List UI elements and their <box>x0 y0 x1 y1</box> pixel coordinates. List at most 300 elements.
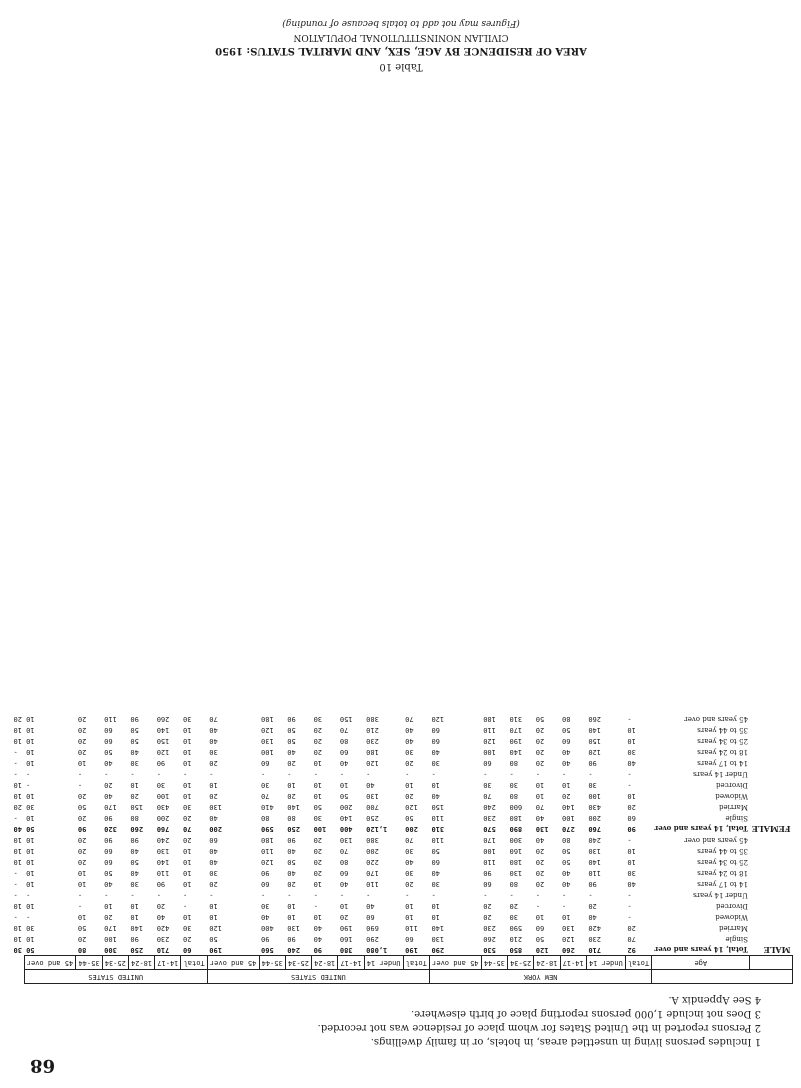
table-cell: 130 <box>509 869 523 877</box>
table-cell: 20 <box>77 847 87 855</box>
table-cell: - <box>535 902 541 910</box>
table-cell: 40 <box>313 935 323 943</box>
table-cell: 50 <box>130 858 139 866</box>
table-cell: 10 <box>183 913 192 921</box>
table-cell: 10 <box>313 880 323 888</box>
column-group-row <box>12 970 793 984</box>
table-cell: 50 <box>562 847 571 855</box>
table-cell: 60 <box>627 814 636 822</box>
table-cell: 200 <box>209 825 222 833</box>
table-cell: - <box>627 891 632 899</box>
table-cell: 50 <box>130 737 139 745</box>
table-cell: 20 <box>535 858 545 866</box>
table-cell: 100 <box>261 748 274 756</box>
table-cell: 30 <box>405 847 414 855</box>
table-cell: 80 <box>509 759 518 767</box>
table-cell: 20 <box>313 737 323 745</box>
table-cell: 10 <box>287 902 296 910</box>
table-cell: 90 <box>104 814 113 822</box>
row-label: Divorced <box>716 902 748 910</box>
table-cell: 10 <box>26 748 35 756</box>
table-cell: - <box>104 891 109 899</box>
table-cell: 50 <box>562 726 571 734</box>
table-cell: 760 <box>588 825 602 833</box>
table-cell: 30 <box>261 781 270 789</box>
table-cell: 20 <box>156 902 166 910</box>
table-cell: 60 <box>431 726 440 734</box>
table-cell: 20 <box>287 792 296 800</box>
table-cell: 120 <box>156 748 170 756</box>
table-cell: - <box>509 770 514 778</box>
row-label: Total, 14 years and over <box>654 824 748 833</box>
table-cell: 20 <box>313 836 323 844</box>
table-cell: 20 <box>130 792 139 800</box>
table-row <box>12 812 793 823</box>
table-cell: 40 <box>535 836 545 844</box>
table-cell: 190 <box>339 924 353 932</box>
table-cell: 10 <box>535 913 545 921</box>
table-cell: 100 <box>562 814 575 822</box>
table-cell: - <box>431 891 436 899</box>
table-cell: 710 <box>588 946 602 954</box>
table-cell: - <box>339 770 345 778</box>
table-cell: 200 <box>366 847 379 855</box>
table-cell: 10 <box>26 726 35 734</box>
table-cell: - <box>431 770 436 778</box>
row-label: 18 to 24 years <box>697 748 748 756</box>
table-cell: 10 <box>627 792 636 800</box>
row-group-label: MALE <box>763 945 791 955</box>
table-cell: 10 <box>13 902 22 910</box>
table-cell: 20 <box>313 869 323 877</box>
table-cell: 80 <box>130 814 139 822</box>
footnote: 2 Persons reported in the United States for whom place of residence was not recorded. <box>317 1022 761 1033</box>
table-cell: - <box>261 770 266 778</box>
row-label: Single <box>725 935 748 943</box>
table-cell: 260 <box>562 946 575 954</box>
table-cell: 140 <box>339 814 353 822</box>
table-cell: 560 <box>261 946 274 954</box>
table-cell: - <box>562 770 567 778</box>
table-cell: 50 <box>26 946 35 954</box>
table-cell: 10 <box>209 913 218 921</box>
table-cell: 20 <box>77 814 87 822</box>
table-cell: 90 <box>287 935 296 943</box>
table-cell: - <box>26 770 31 778</box>
table-cell: - <box>104 770 109 778</box>
table-cell: 120 <box>405 803 418 811</box>
table-cell: 20 <box>588 902 597 910</box>
table-cell: 10 <box>13 737 22 745</box>
table-cell: 700 <box>366 803 379 811</box>
table-cell: 10 <box>13 781 22 789</box>
table-cell: 110 <box>156 869 170 877</box>
table-cell: - <box>627 715 632 723</box>
table-cell: - <box>13 880 18 888</box>
table-cell: 430 <box>588 803 602 811</box>
table-cell: 140 <box>156 858 170 866</box>
table-cell: 130 <box>287 924 300 932</box>
table-cell: 20 <box>313 726 323 734</box>
table-cell: 70 <box>339 726 349 734</box>
table-cell: 10 <box>183 781 192 789</box>
table-cell: - <box>366 770 371 778</box>
table-cell: 50 <box>287 737 296 745</box>
table-cell: - <box>535 891 541 899</box>
table-cell: 10 <box>562 913 571 921</box>
column-header: 18-24 <box>128 956 154 970</box>
table-cell: 30 <box>130 759 139 767</box>
column-header: 25-34 <box>285 956 311 970</box>
table-cell: - <box>183 770 188 778</box>
table-cell: 90 <box>77 825 87 833</box>
table-cell: 50 <box>130 726 139 734</box>
table-cell: 130 <box>339 836 353 844</box>
table-row <box>12 911 793 922</box>
table-cell: 40 <box>535 814 545 822</box>
column-header: Age <box>652 956 750 970</box>
table-number: Table 10 <box>379 61 423 72</box>
table-cell: 140 <box>562 803 575 811</box>
table-cell: 10 <box>26 759 35 767</box>
column-header: Total <box>181 956 207 970</box>
table-cell: - <box>509 891 514 899</box>
table-cell: 190 <box>209 946 222 954</box>
table-cell: 260 <box>130 825 144 833</box>
table-cell: 100 <box>483 748 496 756</box>
column-group-header: NEW YORK <box>429 970 651 984</box>
table-cell: 80 <box>562 836 571 844</box>
table-cell: 110 <box>261 847 274 855</box>
table-cell: 30 <box>313 715 323 723</box>
table-cell: - <box>26 781 31 789</box>
table-cell: 60 <box>339 748 349 756</box>
table-cell: 10 <box>77 759 87 767</box>
table-cell: 60 <box>104 737 113 745</box>
table-cell: 20 <box>339 913 349 921</box>
row-label: 14 to 17 years <box>697 880 748 888</box>
table-cell: 20 <box>535 748 545 756</box>
table-cell: 180 <box>509 814 523 822</box>
table-cell: 10 <box>183 858 192 866</box>
table-cell: 10 <box>130 781 139 789</box>
row-label: 35 to 44 years <box>697 726 748 734</box>
table-cell: 10 <box>562 781 571 789</box>
table-cell: 50 <box>104 869 113 877</box>
table-body <box>12 713 793 956</box>
table-cell: 20 <box>209 759 218 767</box>
table-cell: 140 <box>130 924 144 932</box>
table-cell: 80 <box>77 946 87 954</box>
table-cell: 70 <box>261 792 270 800</box>
table-cell: 10 <box>339 902 349 910</box>
table-cell: 20 <box>509 902 518 910</box>
table-cell: 10 <box>313 781 323 789</box>
table-cell: 90 <box>156 759 166 767</box>
table-cell: 130 <box>366 792 379 800</box>
table-row <box>12 735 793 746</box>
table-cell: - <box>77 770 83 778</box>
table-cell: 50 <box>209 935 218 943</box>
corner-cell <box>652 970 793 984</box>
row-label: Married <box>719 803 748 811</box>
table-cell: 70 <box>535 803 545 811</box>
row-label: Divorced <box>716 781 748 789</box>
page-number: 68 <box>30 1055 56 1076</box>
table-cell: 140 <box>509 748 523 756</box>
table-cell: 60 <box>104 858 113 866</box>
table-cell: 10 <box>183 759 192 767</box>
table-cell: 30 <box>431 759 440 767</box>
table-cell: - <box>261 891 266 899</box>
table-cell: 60 <box>261 759 270 767</box>
table-cell: 40 <box>339 880 349 888</box>
table-cell: 20 <box>287 759 296 767</box>
table-cell: 1,120 <box>366 825 388 833</box>
table-cell: 40 <box>209 858 218 866</box>
table-cell: 20 <box>183 836 192 844</box>
table-row <box>12 779 793 790</box>
table-cell: 130 <box>535 825 549 833</box>
table-cell: 20 <box>535 759 545 767</box>
table-row <box>12 834 793 845</box>
table-cell: - <box>627 781 632 789</box>
table-cell: 70 <box>405 836 414 844</box>
table-cell: 40 <box>209 726 218 734</box>
table-cell: - <box>77 891 83 899</box>
table-cell: - <box>13 770 18 778</box>
table-cell: 50 <box>431 847 440 855</box>
table-cell: 230 <box>156 935 170 943</box>
table-cell: 210 <box>366 726 379 734</box>
table-cell: 260 <box>483 935 496 943</box>
table-cell: 180 <box>509 858 523 866</box>
row-label: Single <box>725 814 748 822</box>
table-cell: 60 <box>209 836 218 844</box>
table-cell: 90 <box>588 759 597 767</box>
column-header: Under 14 <box>364 956 403 970</box>
table-cell: 30 <box>183 803 192 811</box>
table-cell: 40 <box>13 825 22 833</box>
footnote: 3 Does not include 1,000 persons reporting place of birth elsewhere. <box>411 1008 761 1019</box>
table-cell: 20 <box>535 737 545 745</box>
table-cell: 210 <box>509 935 523 943</box>
table-cell: 30 <box>209 869 218 877</box>
table-cell: 110 <box>104 715 117 723</box>
table-row <box>12 724 793 735</box>
table-cell: 80 <box>287 814 296 822</box>
table-cell: - <box>627 902 632 910</box>
table-cell: 40 <box>156 913 166 921</box>
table-cell: 10 <box>209 902 218 910</box>
table-cell: 110 <box>588 869 602 877</box>
table-cell: 60 <box>183 946 192 954</box>
table-cell: 80 <box>562 715 571 723</box>
table-cell: 760 <box>156 825 170 833</box>
table-cell: 10 <box>405 902 414 910</box>
table-cell: 190 <box>405 946 418 954</box>
table-cell: 10 <box>535 781 545 789</box>
table-cell: - <box>405 891 410 899</box>
table-cell: 10 <box>26 737 35 745</box>
table-cell: 30 <box>627 748 636 756</box>
table-cell: 30 <box>261 902 270 910</box>
table-cell: 110 <box>483 858 496 866</box>
table-cell: 120 <box>261 726 274 734</box>
table-cell: 100 <box>313 825 327 833</box>
table-row <box>12 713 793 724</box>
table-cell: 10 <box>26 858 35 866</box>
table-row <box>12 889 793 900</box>
table-cell: 30 <box>483 781 492 789</box>
column-header: 45 and over <box>24 956 76 970</box>
table-cell: 150 <box>156 737 170 745</box>
table-cell: 20 <box>535 847 545 855</box>
table-cell: 20 <box>313 847 323 855</box>
table-cell: 20 <box>313 748 323 756</box>
row-label: 45 years and over <box>684 715 748 723</box>
table-cell: 90 <box>627 825 636 833</box>
table-cell: 240 <box>287 946 300 954</box>
table-cell: - <box>339 891 345 899</box>
table-cell: - <box>13 891 18 899</box>
table-cell: 40 <box>287 847 296 855</box>
table-cell: 170 <box>104 924 117 932</box>
table-cell: 50 <box>405 814 414 822</box>
table-cell: 310 <box>509 715 523 723</box>
table-cell: 40 <box>627 880 636 888</box>
table-cell: 290 <box>366 935 379 943</box>
table-cell: 20 <box>535 726 545 734</box>
table-cell: 240 <box>483 803 496 811</box>
statistics-table <box>11 713 793 984</box>
row-label: 25 to 34 years <box>697 858 748 866</box>
table-cell: 180 <box>366 748 379 756</box>
table-cell: 10 <box>183 880 192 888</box>
table-cell: 10 <box>13 792 22 800</box>
column-header: 18-24 <box>312 956 338 970</box>
column-header: 45 and over <box>207 956 259 970</box>
table-cell: 10 <box>13 726 22 734</box>
table-cell: 130 <box>588 847 602 855</box>
table-cell: 60 <box>431 858 440 866</box>
table-cell: 10 <box>104 902 113 910</box>
table-cell: 20 <box>535 869 545 877</box>
table-cell: 50 <box>287 858 296 866</box>
table-cell: 30 <box>130 880 139 888</box>
row-label: Widowed <box>715 792 748 800</box>
table-cell: 30 <box>209 748 218 756</box>
table-row <box>12 768 793 779</box>
table-cell: 40 <box>104 792 113 800</box>
table-cell: 20 <box>405 759 414 767</box>
table-cell: 170 <box>104 803 117 811</box>
table-cell: 180 <box>261 715 274 723</box>
table-cell: - <box>26 913 31 921</box>
table-cell: - <box>209 770 214 778</box>
table-cell: 40 <box>405 726 414 734</box>
group-header-spacer <box>750 956 793 970</box>
table-cell: 70 <box>209 715 218 723</box>
table-cell: - <box>483 891 488 899</box>
row-label: 35 to 44 years <box>697 847 748 855</box>
table-cell: 300 <box>509 836 523 844</box>
table-cell: 60 <box>562 737 571 745</box>
table-cell: 270 <box>562 825 575 833</box>
table-row <box>12 746 793 757</box>
table-cell: 40 <box>104 759 113 767</box>
table-cell: 70 <box>339 847 349 855</box>
table-cell: 10 <box>627 858 636 866</box>
column-header: 25-34 <box>102 956 128 970</box>
table-cell: 120 <box>588 748 602 756</box>
column-header: Total <box>625 956 651 970</box>
table-cell: 90 <box>261 935 270 943</box>
table-cell: 230 <box>483 814 496 822</box>
table-cell: 20 <box>104 781 113 789</box>
table-cell: 30 <box>405 869 414 877</box>
table-cell: 130 <box>562 924 575 932</box>
table-cell: 10 <box>183 748 192 756</box>
table-cell: 160 <box>509 847 523 855</box>
table-cell: 92 <box>627 946 636 954</box>
column-header: Under 14 <box>586 956 625 970</box>
table-cell: 230 <box>483 924 496 932</box>
table-cell: 40 <box>130 869 139 877</box>
table-cell: 10 <box>405 913 414 921</box>
column-group-header: UNITED STATES <box>207 970 429 984</box>
table-cell: - <box>313 770 318 778</box>
table-cell: 20 <box>77 858 87 866</box>
table-cell: 400 <box>261 924 274 932</box>
table-note: (Figures may not add to totals because of rounding) <box>282 18 520 28</box>
table-cell: 20 <box>287 880 296 888</box>
table-cell: 10 <box>431 902 440 910</box>
table-cell: 30 <box>26 803 35 811</box>
table-cell: 110 <box>405 924 418 932</box>
table-cell: 40 <box>130 847 139 855</box>
table-cell: 100 <box>483 847 496 855</box>
table-cell: 250 <box>287 825 300 833</box>
table-cell: 420 <box>588 924 602 932</box>
table-cell: - <box>156 770 161 778</box>
table-cell: 310 <box>431 825 445 833</box>
table-cell: 10 <box>26 836 35 844</box>
table-cell: 60 <box>104 726 113 734</box>
table-cell: 20 <box>209 792 218 800</box>
table-cell: 20 <box>627 924 636 932</box>
table-cell: 40 <box>366 902 375 910</box>
table-cell: 10 <box>77 880 87 888</box>
table-cell: 40 <box>209 737 218 745</box>
table-cell: - <box>77 902 83 910</box>
table-cell: - <box>130 891 135 899</box>
table-cell: 60 <box>261 880 270 888</box>
table-cell: 20 <box>483 902 492 910</box>
table-cell: - <box>183 891 188 899</box>
table-cell: 10 <box>130 913 139 921</box>
row-label: 25 to 34 years <box>697 737 748 745</box>
table-cell: 430 <box>156 803 170 811</box>
table-cell: 10 <box>13 924 22 932</box>
table-cell: 20 <box>209 880 218 888</box>
table-cell: 190 <box>509 737 523 745</box>
table-cell: 10 <box>13 935 22 943</box>
table-cell: 90 <box>156 880 166 888</box>
table-cell: 890 <box>509 825 523 833</box>
table-cell: - <box>588 770 593 778</box>
table-cell: 20 <box>405 880 414 888</box>
